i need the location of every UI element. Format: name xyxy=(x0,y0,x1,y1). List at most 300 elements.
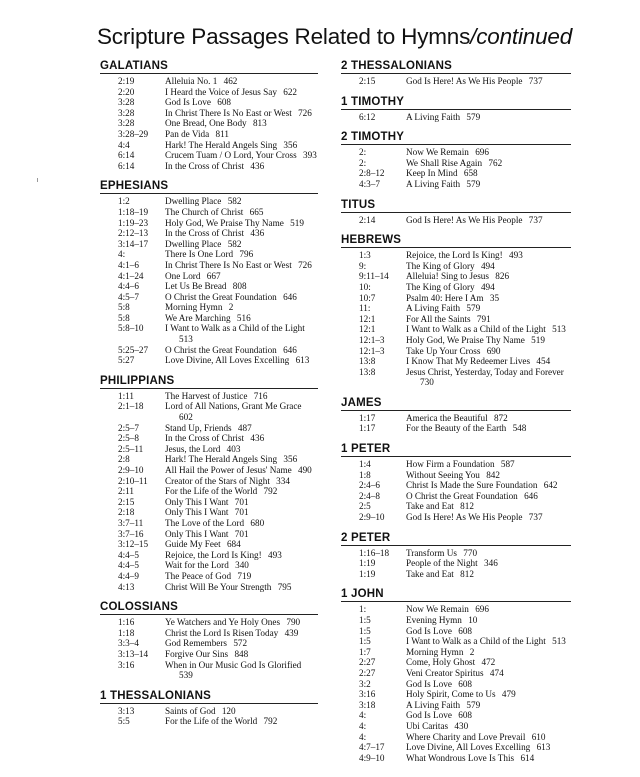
scripture-reference: 3:16 xyxy=(118,659,135,670)
hymn-title: The Harvest of Justice xyxy=(165,390,248,401)
book-section xyxy=(341,199,571,226)
hymn-number: 579 xyxy=(466,111,481,122)
scripture-reference: 1:17 xyxy=(359,423,376,434)
hymn-title: Take and Eat xyxy=(406,501,454,512)
scripture-reference: 13:8 xyxy=(359,366,376,377)
index-entry xyxy=(100,628,318,639)
index-entry xyxy=(341,548,571,559)
hymn-title: Only This I Want xyxy=(165,496,229,507)
scripture-reference: 2:9–10 xyxy=(359,512,385,523)
hymn-title: Only This I Want xyxy=(165,528,229,539)
hymn-entry xyxy=(165,218,318,229)
index-entry xyxy=(100,97,318,108)
index-entry xyxy=(341,647,571,658)
index-entry xyxy=(341,668,571,679)
hymn-entry xyxy=(406,261,571,272)
hymn-number: 608 xyxy=(217,97,232,108)
hymn-number: 2 xyxy=(469,646,475,657)
hymn-number: 696 xyxy=(475,604,489,615)
hymn-title: Morning Hymn xyxy=(406,646,464,657)
hymn-number: 479 xyxy=(501,689,516,700)
scripture-reference: 2:4–8 xyxy=(359,490,380,501)
index-entry xyxy=(100,497,318,508)
index-entry xyxy=(100,228,318,239)
hymn-entry xyxy=(406,147,571,158)
index-entry xyxy=(341,303,571,314)
index-entry xyxy=(100,660,318,681)
index-entry xyxy=(100,345,318,356)
index-entry xyxy=(100,239,318,250)
index-entry xyxy=(341,626,571,637)
hymn-title: Love Divine, All Loves Excelling xyxy=(406,742,531,753)
hymn-title: For the Life of the World xyxy=(165,716,258,727)
hymn-entry xyxy=(165,228,318,239)
hymn-entry xyxy=(165,302,318,313)
scripture-reference: 2:8 xyxy=(118,454,130,465)
hymn-entry xyxy=(406,615,571,626)
index-entry xyxy=(100,486,318,497)
book-heading: 1 JOHN xyxy=(341,588,571,602)
page-title-main: Scripture Passages Related to Hymns xyxy=(97,24,471,49)
scripture-reference: 4:1–6 xyxy=(118,259,139,270)
hymn-number: 811 xyxy=(215,128,229,139)
hymn-entry xyxy=(406,356,571,367)
hymn-title: God Is Love xyxy=(406,625,452,636)
hymn-number: 770 xyxy=(463,547,478,558)
scripture-reference: 2:15 xyxy=(118,496,135,507)
scripture-reference: 2:4–6 xyxy=(359,480,380,491)
scripture-reference: 1:19 xyxy=(359,568,376,579)
hymn-number: 493 xyxy=(268,549,282,560)
index-entry xyxy=(100,249,318,260)
hymn-number: 548 xyxy=(512,423,527,434)
index-entry xyxy=(100,161,318,172)
index-entry xyxy=(100,582,318,593)
index-entry xyxy=(100,196,318,207)
scripture-reference: 4:7–17 xyxy=(359,742,385,753)
hymn-number: 472 xyxy=(481,657,496,668)
hymn-number: 658 xyxy=(463,168,478,179)
hymn-title: A Living Faith xyxy=(406,699,461,710)
hymn-number: 646 xyxy=(524,490,538,501)
hymn-entry xyxy=(165,518,318,529)
hymn-title: Let Us Be Bread xyxy=(165,281,227,292)
hymn-title: Holy Spirit, Come to Us xyxy=(406,689,496,700)
index-entry xyxy=(341,367,571,388)
hymn-entry xyxy=(406,168,571,179)
hymn-entry xyxy=(165,129,318,140)
hymn-title: Dwelling Place xyxy=(165,196,222,207)
index-entry xyxy=(341,314,571,325)
index-entry xyxy=(341,282,571,293)
scripture-reference: 2:18 xyxy=(118,507,135,518)
hymn-entry xyxy=(406,732,571,743)
hymn-entry xyxy=(165,391,318,402)
hymn-entry xyxy=(406,367,571,388)
hymn-entry xyxy=(165,140,318,151)
index-entry xyxy=(100,423,318,434)
hymn-number: 539 xyxy=(179,670,193,681)
hymn-title: Keep In Mind xyxy=(406,168,458,179)
index-entry xyxy=(341,615,571,626)
hymn-entry xyxy=(165,529,318,540)
hymn-title: Come, Holy Ghost xyxy=(406,657,476,668)
index-entry xyxy=(100,433,318,444)
scripture-reference: 1:17 xyxy=(359,412,376,423)
hymn-entry xyxy=(165,660,318,681)
hymn-title: God Remembers xyxy=(165,638,228,649)
index-entry xyxy=(341,700,571,711)
hymn-entry xyxy=(406,215,571,226)
scripture-reference: 6:14 xyxy=(118,160,135,171)
hymn-entry xyxy=(165,444,318,455)
hymn-entry xyxy=(165,323,318,344)
book-heading: COLOSSIANS xyxy=(100,601,318,615)
index-entry xyxy=(341,679,571,690)
book-heading: 2 PETER xyxy=(341,532,571,546)
hymn-entry xyxy=(406,501,571,512)
scripture-reference: 2: xyxy=(359,147,367,158)
hymn-title: Without Seeing You xyxy=(406,469,480,480)
index-entry xyxy=(100,323,318,344)
index-entry xyxy=(100,150,318,161)
hymn-entry xyxy=(165,476,318,487)
index-entry xyxy=(341,293,571,304)
index-entry xyxy=(100,454,318,465)
index-entry xyxy=(341,569,571,580)
scripture-reference: 5:25–27 xyxy=(118,344,149,355)
index-entry xyxy=(341,215,571,226)
hymn-number: 610 xyxy=(531,731,546,742)
hymn-title: Evening Hymn xyxy=(406,615,462,625)
hymn-entry xyxy=(406,679,571,690)
hymn-title: Alleluia No. 1 xyxy=(165,76,218,86)
hymn-number: 762 xyxy=(488,157,503,168)
right-column xyxy=(341,60,571,772)
hymn-number: 582 xyxy=(227,238,242,249)
hymn-number: 430 xyxy=(454,720,469,731)
hymn-entry xyxy=(406,753,571,764)
index-entry xyxy=(341,346,571,357)
hymn-number: 572 xyxy=(233,638,248,649)
hymn-number: 667 xyxy=(206,270,221,281)
scripture-reference: 11: xyxy=(359,303,371,314)
hymn-number: 646 xyxy=(283,291,297,302)
scripture-reference: 2:27 xyxy=(359,657,376,668)
hymn-title: Stand Up, Friends xyxy=(165,422,232,433)
hymn-title: Creator of the Stars of Night xyxy=(165,475,270,486)
scripture-reference: 2:20 xyxy=(118,86,135,97)
hymn-title: America the Beautiful xyxy=(406,412,488,423)
page-title-suffix: /continued xyxy=(470,24,573,49)
hymn-number: 690 xyxy=(486,345,501,356)
book-heading: 1 TIMOTHY xyxy=(341,96,571,110)
scripture-reference: 6:14 xyxy=(118,150,135,161)
hymn-entry xyxy=(406,548,571,559)
hymn-number: 579 xyxy=(466,303,481,314)
index-entry xyxy=(100,550,318,561)
hymn-entry xyxy=(165,486,318,497)
hymn-entry xyxy=(165,628,318,639)
hymn-title: Now We Remain xyxy=(406,604,469,615)
hymn-number: 516 xyxy=(236,312,251,323)
index-entry xyxy=(100,649,318,660)
hymn-number: 487 xyxy=(237,422,252,433)
hymn-entry xyxy=(406,689,571,700)
book-section xyxy=(341,397,571,434)
hymn-number: 513 xyxy=(179,334,193,345)
scripture-reference: 2:5–7 xyxy=(118,422,139,433)
hymn-title: The Love of the Lord xyxy=(165,517,245,528)
scripture-reference: 4:1–24 xyxy=(118,270,144,281)
hymn-number: 582 xyxy=(227,196,242,207)
index-entry xyxy=(341,753,571,764)
hymn-number: 737 xyxy=(528,512,543,523)
hymn-title: Alleluia! Sing to Jesus xyxy=(406,271,489,282)
index-entry xyxy=(341,179,571,190)
hymn-number: 719 xyxy=(237,570,252,581)
hymn-title: Veni Creator Spiritus xyxy=(406,667,484,678)
index-entry xyxy=(100,444,318,455)
hymn-entry xyxy=(406,293,571,304)
hymn-number: 608 xyxy=(458,678,473,689)
hymn-title: I Heard the Voice of Jesus Say xyxy=(165,86,277,97)
hymn-title: I Want to Walk as a Child of the Light xyxy=(406,324,546,335)
hymn-entry xyxy=(406,335,571,346)
hymn-title: Take and Eat xyxy=(406,568,454,579)
index-entry xyxy=(100,129,318,140)
hymn-entry xyxy=(165,150,318,161)
index-entry xyxy=(341,271,571,282)
scripture-reference: 10: xyxy=(359,281,371,292)
scripture-reference: 3:14–17 xyxy=(118,238,149,249)
scripture-reference: 5:5 xyxy=(118,716,130,727)
hymn-number: 696 xyxy=(475,147,489,158)
book-heading: HEBREWS xyxy=(341,234,571,248)
scripture-reference: 1:11 xyxy=(118,390,134,401)
hymn-title: Saints of God xyxy=(165,705,216,716)
hymn-title: Jesus Christ, Yesterday, Today and Forever xyxy=(406,366,564,377)
hymn-title: In the Cross of Christ xyxy=(165,160,245,171)
index-entry xyxy=(341,356,571,367)
margin-mark xyxy=(37,178,38,182)
hymn-title: For All the Saints xyxy=(406,313,471,324)
index-entry xyxy=(341,480,571,491)
scripture-reference: 3:28 xyxy=(118,97,135,108)
hymn-number: 439 xyxy=(284,627,299,638)
hymn-number: 474 xyxy=(489,667,504,678)
hymn-title: Morning Hymn xyxy=(165,302,223,313)
index-entry xyxy=(100,355,318,366)
hymn-entry xyxy=(406,742,571,753)
hymn-entry xyxy=(165,716,318,727)
index-entry xyxy=(341,250,571,261)
hymn-title: God Is Love xyxy=(406,678,452,689)
hymn-number: 726 xyxy=(298,107,312,118)
hymn-number: 436 xyxy=(250,228,265,239)
scripture-reference: 2:11 xyxy=(118,486,134,497)
hymn-title: Rejoice, the Lord Is King! xyxy=(406,250,503,261)
hymn-entry xyxy=(165,313,318,324)
hymn-number: 403 xyxy=(226,443,241,454)
hymn-number: 613 xyxy=(295,355,310,366)
hymn-entry xyxy=(406,491,571,502)
hymn-entry xyxy=(406,158,571,169)
scripture-reference: 3:3–4 xyxy=(118,638,139,649)
hymn-number: 701 xyxy=(234,496,249,507)
hymn-entry xyxy=(406,721,571,732)
hymn-number: 680 xyxy=(250,517,265,528)
scripture-reference: 5:8–10 xyxy=(118,323,144,334)
scripture-reference: 5:8 xyxy=(118,302,130,313)
hymn-entry xyxy=(406,179,571,190)
hymn-title: One Bread, One Body xyxy=(165,118,247,129)
hymn-entry xyxy=(165,281,318,292)
hymn-title: Jesus, the Lord xyxy=(165,443,221,454)
scripture-reference: 4:4–5 xyxy=(118,560,139,571)
scripture-reference: 2:15 xyxy=(359,76,376,86)
index-entry xyxy=(100,706,318,717)
scripture-reference: 1:16 xyxy=(118,617,135,628)
hymn-entry xyxy=(406,657,571,668)
hymn-entry xyxy=(406,76,571,87)
hymn-number: 795 xyxy=(277,581,292,592)
book-heading: TITUS xyxy=(341,199,571,213)
hymn-entry xyxy=(165,649,318,660)
hymn-number: 346 xyxy=(484,558,498,569)
index-entry xyxy=(100,140,318,151)
hymn-entry xyxy=(165,249,318,260)
index-entry xyxy=(100,108,318,119)
hymn-title: Rejoice, the Lord Is King! xyxy=(165,549,262,560)
scripture-reference: 4:4–9 xyxy=(118,570,139,581)
scripture-reference: 4:5–7 xyxy=(118,291,139,302)
hymn-number: 792 xyxy=(263,716,278,727)
hymn-entry xyxy=(165,97,318,108)
hymn-entry xyxy=(165,108,318,119)
index-entry xyxy=(100,313,318,324)
hymn-entry xyxy=(406,604,571,615)
hymn-title: A Living Faith xyxy=(406,111,461,122)
scripture-reference: 4:4–5 xyxy=(118,549,139,560)
hymn-title: Take Up Your Cross xyxy=(406,345,481,356)
hymn-entry xyxy=(165,497,318,508)
hymn-number: 494 xyxy=(480,260,495,271)
index-entry xyxy=(100,207,318,218)
book-heading: 2 THESSALONIANS xyxy=(341,60,571,74)
index-entry xyxy=(341,335,571,346)
scripture-reference: 1:19 xyxy=(359,558,376,569)
scripture-reference: 12:1 xyxy=(359,324,376,335)
scripture-reference: 1:18–19 xyxy=(118,206,149,217)
index-entry xyxy=(100,539,318,550)
scripture-reference: 12:1–3 xyxy=(359,334,385,345)
hymn-title: The Church of Christ xyxy=(165,206,244,217)
scripture-reference: 4: xyxy=(118,249,126,260)
hymn-title: For the Life of the World xyxy=(165,486,258,497)
hymn-entry xyxy=(406,480,571,491)
hymn-title: I Want to Walk as a Child of the Light xyxy=(406,636,546,647)
hymn-number: 587 xyxy=(500,459,515,470)
hymn-number: 519 xyxy=(290,217,304,228)
scripture-reference: 3:16 xyxy=(359,689,376,700)
index-entry xyxy=(100,507,318,518)
scripture-reference: 3:13 xyxy=(118,705,135,716)
scripture-reference: 4:9–10 xyxy=(359,752,385,763)
scripture-reference: 3:7–16 xyxy=(118,528,144,539)
hymn-title: All Hail the Power of Jesus' Name xyxy=(165,465,292,475)
hymn-entry xyxy=(165,292,318,303)
hymn-number: 701 xyxy=(234,507,249,518)
hymn-title: Transform Us xyxy=(406,547,457,558)
hymn-title: In Christ There Is No East or West xyxy=(165,107,292,118)
hymn-entry xyxy=(165,454,318,465)
book-heading: PHILIPPIANS xyxy=(100,375,318,389)
hymn-number: 10 xyxy=(468,615,478,625)
scripture-reference: 2:8–12 xyxy=(359,168,385,179)
hymn-number: 608 xyxy=(458,710,473,721)
hymn-number: 665 xyxy=(249,206,264,217)
hymn-title: Only This I Want xyxy=(165,507,229,518)
hymn-number: 790 xyxy=(286,617,301,628)
hymn-title: How Firm a Foundation xyxy=(406,459,495,470)
hymn-entry xyxy=(165,355,318,366)
book-section xyxy=(100,180,318,366)
hymn-entry xyxy=(165,271,318,282)
index-entry xyxy=(100,118,318,129)
index-entry xyxy=(341,147,571,158)
index-entry xyxy=(341,423,571,434)
scripture-reference: 2:27 xyxy=(359,667,376,678)
hymn-title: A Living Faith xyxy=(406,178,461,189)
scripture-reference: 2:1–18 xyxy=(118,401,144,412)
index-entry xyxy=(341,604,571,615)
book-section xyxy=(100,690,318,727)
hymn-entry xyxy=(406,413,571,424)
hymn-number: 613 xyxy=(536,742,551,753)
hymn-title: There Is One Lord xyxy=(165,249,234,260)
index-entry xyxy=(100,617,318,628)
scripture-reference: 1:5 xyxy=(359,625,371,636)
hymn-entry xyxy=(406,271,571,282)
hymn-entry xyxy=(165,76,318,87)
hymn-number: 513 xyxy=(552,636,566,647)
hymn-number: 462 xyxy=(223,76,238,86)
book-section xyxy=(100,601,318,681)
scripture-reference: 4:4 xyxy=(118,139,130,150)
scripture-reference: 3:13–14 xyxy=(118,648,149,659)
index-entry xyxy=(341,558,571,569)
hymn-title: A Living Faith xyxy=(406,303,461,314)
hymn-number: 579 xyxy=(466,699,481,710)
hymn-number: 646 xyxy=(283,344,297,355)
scripture-reference: 1:8 xyxy=(359,469,371,480)
book-heading: EPHESIANS xyxy=(100,180,318,194)
hymn-entry xyxy=(406,710,571,721)
index-entry xyxy=(341,112,571,123)
hymn-entry xyxy=(165,423,318,434)
hymn-entry xyxy=(406,314,571,325)
index-entry xyxy=(100,218,318,229)
hymn-title: In the Cross of Christ xyxy=(165,433,245,444)
hymn-title: Christ the Lord Is Risen Today xyxy=(165,627,279,638)
hymn-entry xyxy=(165,582,318,593)
hymn-title: The Peace of God xyxy=(165,570,232,581)
hymn-number: 340 xyxy=(235,560,249,571)
index-entry xyxy=(100,571,318,582)
index-entry xyxy=(341,512,571,523)
hymn-number: 642 xyxy=(543,480,558,491)
